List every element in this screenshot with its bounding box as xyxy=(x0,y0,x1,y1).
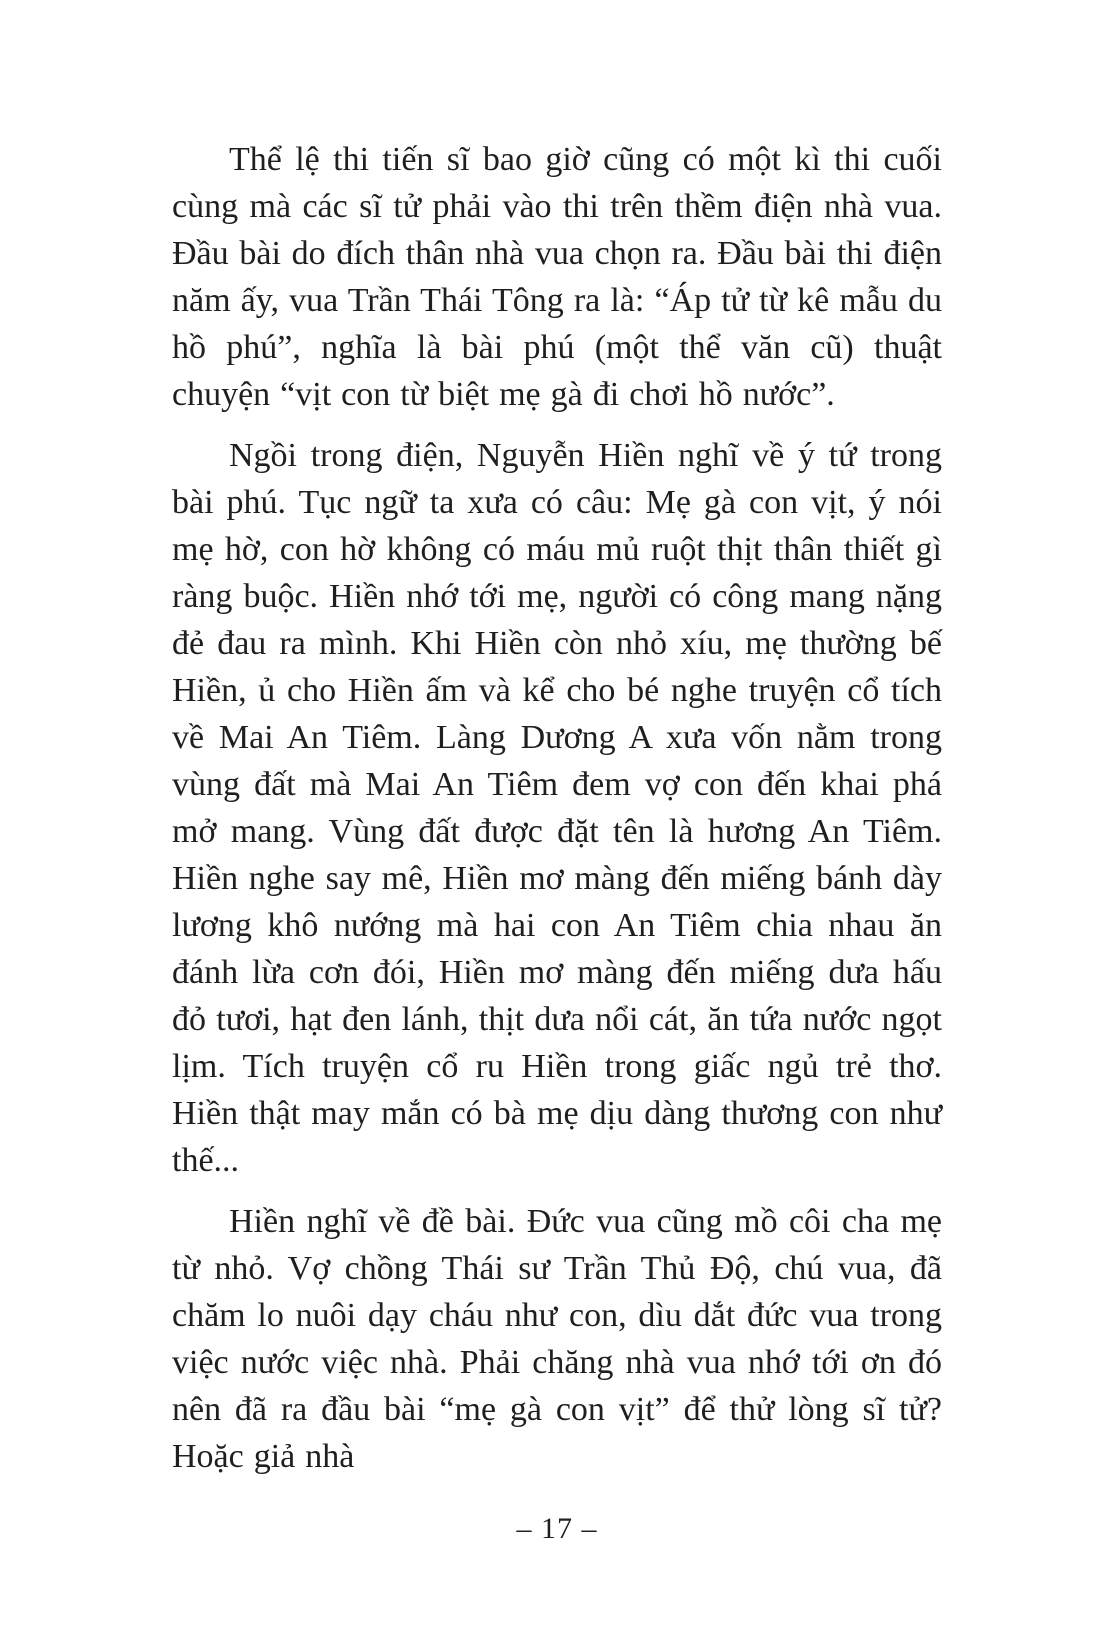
paragraph-2: Ngồi trong điện, Nguyễn Hiền nghĩ về ý tứ trong bài phú. Tục ngữ ta xưa có câu: Mẹ gà con vịt, ý nói mẹ hờ, con hờ không có máu mủ ruột thịt thân thiết gì ràng buộc. Hiền nhớ tới mẹ, người có công mang nặng đẻ đau ra mình. Khi Hiền còn nhỏ xíu, mẹ thường bế Hiền, ủ cho Hiền ấm và kể cho bé nghe truyện cổ tích về Mai An Tiêm. Làng Dương A xưa vốn nằm trong vùng đất mà Mai An Tiêm đem vợ con đến khai phá mở mang. Vùng đất được đặt tên là hương An Tiêm. Hiền nghe say mê, Hiền mơ màng đến miếng bánh dày lương khô nướng mà hai con An Tiêm chia nhau ăn đánh lừa cơn đói, Hiền mơ màng đến miếng dưa hấu đỏ tươi, hạt đen lánh, thịt dưa nổi cát, ăn tứa nước ngọt lịm. Tích truyện cổ ru Hiền trong giấc ngủ trẻ thơ. Hiền thật may mắn có bà mẹ dịu dàng thương con như thế... xyxy=(172,437,942,1179)
body-text xyxy=(172,136,942,1480)
paragraph-3: Hiền nghĩ về đề bài. Đức vua cũng mồ côi cha mẹ từ nhỏ. Vợ chồng Thái sư Trần Thủ Độ, chú vua, đã chăm lo nuôi dạy cháu như con, dìu dắt đức vua trong việc nước việc nhà. Phải chăng nhà vua nhớ tới ơn đó nên đã ra đầu bài “mẹ gà con vịt” để thử lòng sĩ tử? Hoặc giả nhà xyxy=(172,1203,942,1475)
page-number: – 17 – xyxy=(516,1512,598,1545)
paragraph-1: Thể lệ thi tiến sĩ bao giờ cũng có một kì thi cuối cùng mà các sĩ tử phải vào thi trên thềm điện nhà vua. Đầu bài do đích thân nhà vua chọn ra. Đầu bài thi điện năm ấy, vua Trần Thái Tông ra là: “Áp tử từ kê mẫu du hồ phú”, nghĩa là bài phú (một thể văn cũ) thuật chuyện “vịt con từ biệt mẹ gà đi chơi hồ nước”. xyxy=(172,141,942,413)
